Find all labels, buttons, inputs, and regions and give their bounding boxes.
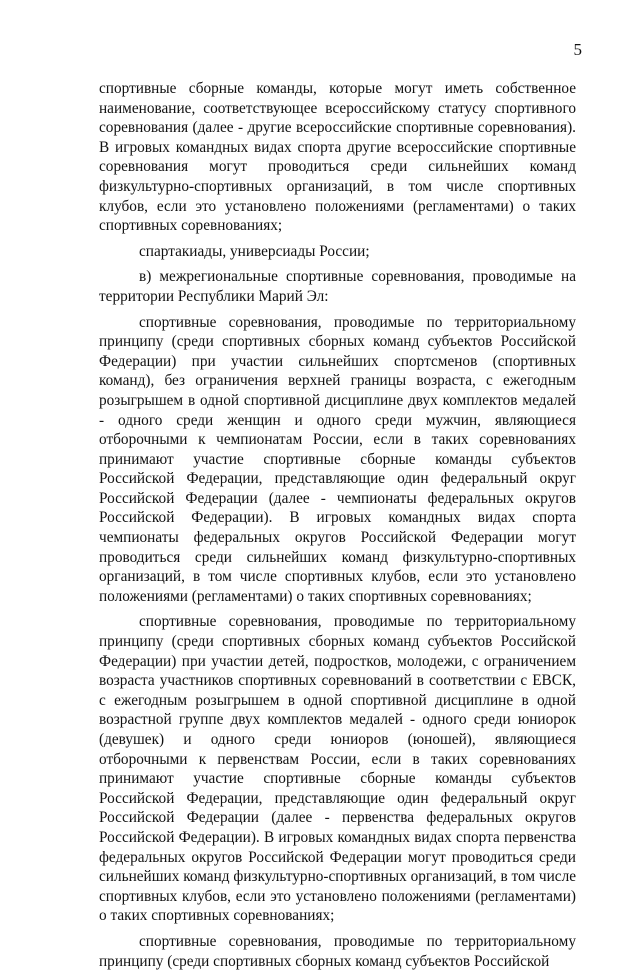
paragraph-spartakiady: спартакиады, универсиады России; bbox=[139, 242, 370, 260]
paragraph-continuation: спортивные сборные команды, которые могут иметь собственное наименование, соответствующее всероссийскому статусу спортивного соревнования (далее - другие всероссийские спортивные соревнования). В игровых командных видах спорта другие всероссийские спортивные соревнования могут проводиться среди сильнейших команд физкультурно-спортивных организаций, в том числе спортивных клубов, если это установлено положениями (регламентами) о таких спортивных соревнованиях; bbox=[99, 80, 576, 235]
paragraph-territorial-competitions: спортивные соревнования, проводимые по территориальному принципу (среди спортивных сборных команд субъектов Российской bbox=[99, 932, 576, 970]
page-number: 5 bbox=[573, 40, 582, 59]
document-body bbox=[99, 79, 576, 971]
paragraph-interregional-heading: в) межрегиональные спортивные соревнования, проводимые на территории Республики Марий Эл: bbox=[99, 268, 576, 305]
paragraph-federal-district-championships: спортивные соревнования, проводимые по территориальному принципу (среди спортивных сборных команд субъектов Российской Федерации) при участии сильнейших спортсменов (спортивных команд), без ограничения верхней границы возраста, с ежегодным розыгрышем в одной спортивной дисциплине двух комплектов медалей - одного среди женщин и одного среди мужчин, являющиеся отборочными к чемпионатам России, если в таких соревнованиях принимают участие спортивные сборные команды субъектов Российской Федерации, представляющие один федеральный округ Российской Федерации (далее - чемпионаты федеральных округов Российской Федерации). В игровых командных видах спорта чемпионаты федеральных округов Российской Федерации могут проводиться среди сильнейших команд физкультурно-спортивных организаций, в том числе спортивных клубов, если это установлено положениями (регламентами) о таких спортивных соревнованиях; bbox=[99, 313, 576, 605]
paragraph-federal-district-youth-championships: спортивные соревнования, проводимые по территориальному принципу (среди спортивных сборных команд субъектов Российской Федерации) при участии детей, подростков, молодежи, с ограничением возраста участников спортивных соревнований в соответствии с ЕВСК, с ежегодным розыгрышем в одной спортивной дисциплине в одной возрастной группе двух комплектов медалей - одного среди юниорок (девушек) и одного среди юниоров (юношей), являющиеся отборочными к первенствам России, если в таких соревнованиях принимают участие спортивные сборные команды субъектов Российской Федерации, представляющие один федеральный округ Российской Федерации (далее - первенства федеральных округов Российской Федерации). В игровых командных видах спорта первенства федеральных округов Российской Федерации могут проводиться среди сильнейших команд физкультурно-спортивных организаций, в том числе спортивных клубов, если это установлено положениями (регламентами) о таких спортивных соревнованиях; bbox=[99, 613, 576, 925]
